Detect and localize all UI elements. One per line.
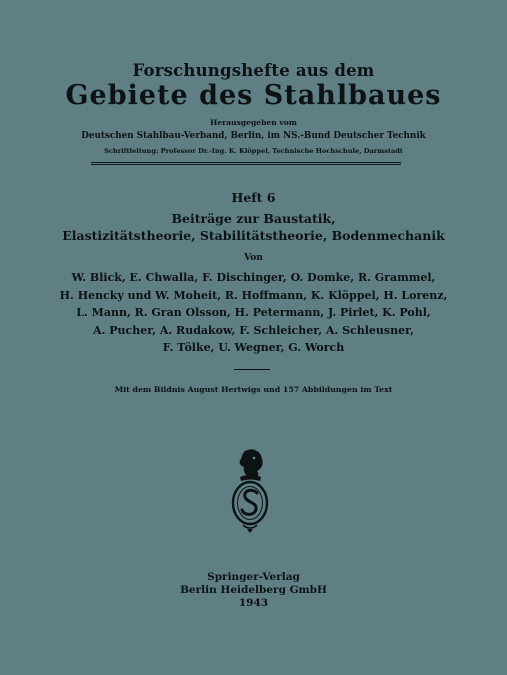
subtitle-line-2: Elastizitätstheorie, Stabilitätstheorie, Bodenmechanik [62, 228, 445, 243]
author-line: H. Hencky und W. Moheit, R. Hoffmann, K. Klöppel, H. Lorenz, [59, 289, 448, 302]
author-line: L. Mann, R. Gran Olsson, H. Petermann, J. Pirlet, K. Pohl, [76, 306, 431, 319]
editorship-line: Schriftleitung: Professor Dr.-Ing. K. Klöppel, Technische Hochschule, Darmstadt [104, 147, 403, 155]
imprint-place: Berlin Heidelberg GmbH [180, 584, 327, 596]
author-line: A. Pucher, A. Rudakow, F. Schleicher, A. Schleusner, [93, 324, 414, 337]
editor-intro: Herausgegeben vom [210, 118, 297, 127]
issue-number: Heft 6 [231, 190, 276, 205]
series-title: Gebiete des Stahlbaues [65, 80, 442, 111]
author-line: W. Blick, E. Chwalla, F. Dischinger, O. Domke, R. Grammel, [71, 271, 436, 284]
subtitle-line-1: Beiträge zur Baustatik, [171, 211, 336, 226]
by-label: Von [244, 253, 263, 263]
publisher-organization: Deutschen Stahlbau-Verband, Berlin, im NS.-Bund Deutscher Technik [81, 131, 426, 141]
double-divider [91, 162, 401, 165]
imprint-publisher: Springer-Verlag [207, 571, 300, 583]
author-line: F. Tölke, U. Wegner, G. Worch [162, 341, 345, 354]
series-line: Forschungshefte aus dem [132, 61, 375, 80]
short-divider [234, 369, 270, 370]
springer-knight-emblem-icon [223, 447, 277, 533]
illustration-note: Mit dem Bildnis August Hertwigs und 157 Abbildungen im Text [114, 385, 393, 394]
imprint-year: 1943 [238, 597, 269, 609]
